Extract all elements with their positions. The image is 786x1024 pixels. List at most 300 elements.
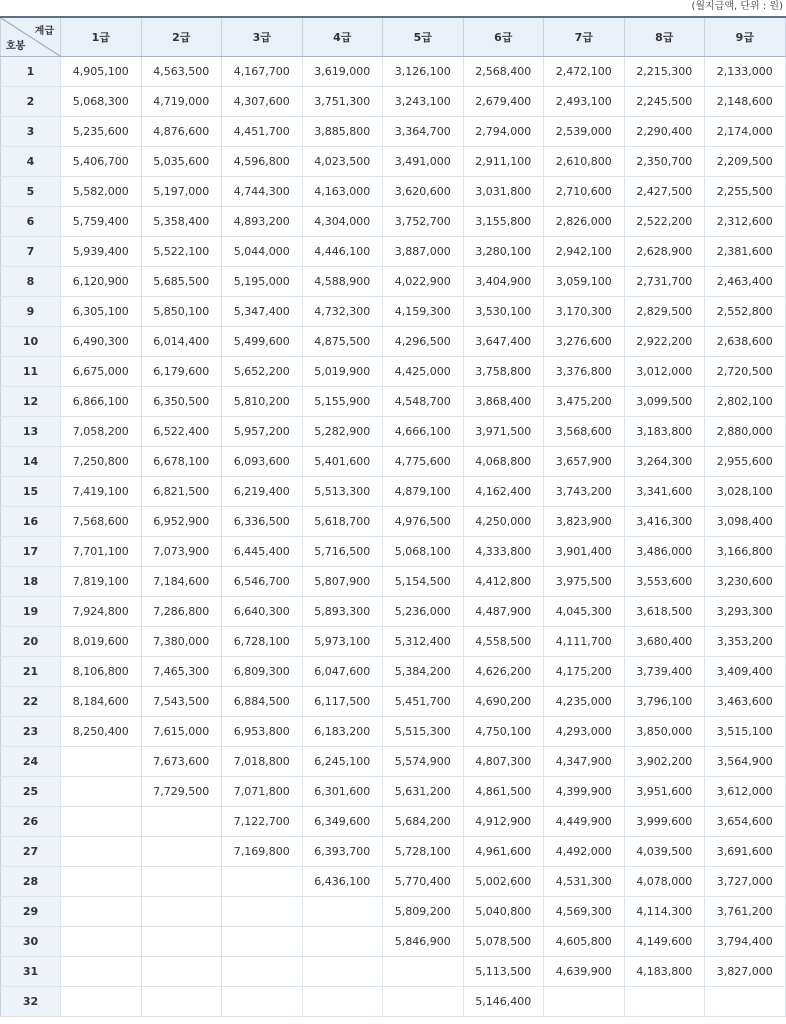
step-cell: 19: [1, 597, 61, 627]
salary-cell: 4,531,300: [544, 867, 625, 897]
step-cell: 30: [1, 927, 61, 957]
salary-cell: 3,280,100: [463, 237, 544, 267]
table-row: [1, 957, 786, 987]
step-cell: 5: [1, 177, 61, 207]
salary-cell: 7,615,000: [141, 717, 222, 747]
salary-cell: 2,568,400: [463, 57, 544, 87]
salary-cell: [141, 927, 222, 957]
salary-cell: 7,073,900: [141, 537, 222, 567]
salary-cell: 7,819,100: [61, 567, 142, 597]
salary-cell: 4,333,800: [463, 537, 544, 567]
salary-cell: 2,638,600: [705, 327, 786, 357]
salary-cell: 5,618,700: [302, 507, 383, 537]
salary-cell: 4,719,000: [141, 87, 222, 117]
salary-cell: 3,902,200: [624, 747, 705, 777]
salary-cell: 6,953,800: [222, 717, 303, 747]
salary-cell: 2,174,000: [705, 117, 786, 147]
salary-cell: 4,149,600: [624, 927, 705, 957]
salary-cell: 6,305,100: [61, 297, 142, 327]
salary-cell: [141, 957, 222, 987]
step-cell: 11: [1, 357, 61, 387]
salary-cell: 4,588,900: [302, 267, 383, 297]
salary-cell: 8,019,600: [61, 627, 142, 657]
salary-cell: 5,685,500: [141, 267, 222, 297]
salary-cell: 2,245,500: [624, 87, 705, 117]
salary-cell: 4,626,200: [463, 657, 544, 687]
step-cell: 2: [1, 87, 61, 117]
salary-cell: 8,184,600: [61, 687, 142, 717]
salary-cell: 3,739,400: [624, 657, 705, 687]
salary-cell: 5,236,000: [383, 597, 464, 627]
salary-cell: 4,159,300: [383, 297, 464, 327]
step-cell: 29: [1, 897, 61, 927]
salary-cell: 4,183,800: [624, 957, 705, 987]
salary-cell: 4,078,000: [624, 867, 705, 897]
salary-cell: 3,230,600: [705, 567, 786, 597]
salary-cell: 2,552,800: [705, 297, 786, 327]
grade-header: 1급: [61, 17, 142, 57]
salary-cell: 3,901,400: [544, 537, 625, 567]
salary-cell: 6,866,100: [61, 387, 142, 417]
salary-cell: 5,759,400: [61, 207, 142, 237]
step-cell: 16: [1, 507, 61, 537]
grade-header: 7급: [544, 17, 625, 57]
salary-cell: 2,955,600: [705, 447, 786, 477]
salary-cell: 6,952,900: [141, 507, 222, 537]
salary-cell: 4,451,700: [222, 117, 303, 147]
salary-cell: 2,472,100: [544, 57, 625, 87]
grade-header: 8급: [624, 17, 705, 57]
salary-cell: 6,728,100: [222, 627, 303, 657]
table-row: [1, 867, 786, 897]
salary-cell: 7,729,500: [141, 777, 222, 807]
salary-cell: 4,690,200: [463, 687, 544, 717]
salary-cell: 3,975,500: [544, 567, 625, 597]
salary-cell: 2,829,500: [624, 297, 705, 327]
salary-cell: 5,716,500: [302, 537, 383, 567]
salary-cell: 6,047,600: [302, 657, 383, 687]
salary-cell: 2,290,400: [624, 117, 705, 147]
salary-cell: 3,486,000: [624, 537, 705, 567]
salary-cell: 6,821,500: [141, 477, 222, 507]
salary-cell: 6,678,100: [141, 447, 222, 477]
salary-cell: 5,197,000: [141, 177, 222, 207]
salary-cell: [141, 837, 222, 867]
step-cell: 6: [1, 207, 61, 237]
salary-cell: 3,416,300: [624, 507, 705, 537]
salary-cell: [61, 747, 142, 777]
salary-cell: 3,155,800: [463, 207, 544, 237]
salary-cell: 6,809,300: [222, 657, 303, 687]
salary-cell: 3,463,600: [705, 687, 786, 717]
salary-cell: 7,071,800: [222, 777, 303, 807]
salary-cell: 6,117,500: [302, 687, 383, 717]
table-row: [1, 837, 786, 867]
salary-cell: [302, 897, 383, 927]
salary-cell: 5,078,500: [463, 927, 544, 957]
salary-cell: 3,618,500: [624, 597, 705, 627]
table-row: [1, 207, 786, 237]
salary-cell: 5,499,600: [222, 327, 303, 357]
salary-cell: 4,893,200: [222, 207, 303, 237]
salary-cell: 4,022,900: [383, 267, 464, 297]
table-row: [1, 927, 786, 957]
step-cell: 31: [1, 957, 61, 987]
table-row: [1, 747, 786, 777]
step-cell: 1: [1, 57, 61, 87]
salary-cell: 7,924,800: [61, 597, 142, 627]
salary-cell: 5,384,200: [383, 657, 464, 687]
unit-note: (월지급액, 단위 : 원): [691, 1, 783, 12]
salary-cell: 5,522,100: [141, 237, 222, 267]
salary-cell: 3,751,300: [302, 87, 383, 117]
salary-cell: 6,445,400: [222, 537, 303, 567]
salary-cell: 6,093,600: [222, 447, 303, 477]
table-row: [1, 447, 786, 477]
salary-cell: 6,120,900: [61, 267, 142, 297]
salary-cell: 6,350,500: [141, 387, 222, 417]
salary-cell: [302, 927, 383, 957]
salary-cell: 5,809,200: [383, 897, 464, 927]
grade-header: 4급: [302, 17, 383, 57]
salary-cell: 4,023,500: [302, 147, 383, 177]
table-row: [1, 537, 786, 567]
salary-cell: [302, 987, 383, 1017]
table-row: [1, 627, 786, 657]
salary-cell: 4,876,600: [141, 117, 222, 147]
salary-cell: 4,175,200: [544, 657, 625, 687]
step-cell: 15: [1, 477, 61, 507]
salary-cell: 4,666,100: [383, 417, 464, 447]
salary-cell: 3,276,600: [544, 327, 625, 357]
table-row: [1, 507, 786, 537]
table-body: [1, 57, 786, 1017]
salary-cell: 2,312,600: [705, 207, 786, 237]
salary-cell: 6,245,100: [302, 747, 383, 777]
salary-cell: 5,195,000: [222, 267, 303, 297]
salary-cell: 3,794,400: [705, 927, 786, 957]
step-cell: 27: [1, 837, 61, 867]
salary-cell: 7,018,800: [222, 747, 303, 777]
salary-cell: 2,350,700: [624, 147, 705, 177]
salary-cell: 3,727,000: [705, 867, 786, 897]
table-row: [1, 57, 786, 87]
salary-cell: 3,620,600: [383, 177, 464, 207]
step-cell: 18: [1, 567, 61, 597]
salary-cell: 8,250,400: [61, 717, 142, 747]
salary-cell: 4,558,500: [463, 627, 544, 657]
salary-cell: [61, 777, 142, 807]
table-row: [1, 567, 786, 597]
salary-cell: 3,887,000: [383, 237, 464, 267]
salary-cell: 3,475,200: [544, 387, 625, 417]
step-cell: 26: [1, 807, 61, 837]
salary-cell: 4,775,600: [383, 447, 464, 477]
salary-cell: 7,184,600: [141, 567, 222, 597]
salary-cell: 2,942,100: [544, 237, 625, 267]
salary-cell: 2,710,600: [544, 177, 625, 207]
salary-cell: 4,039,500: [624, 837, 705, 867]
salary-cell: 4,750,100: [463, 717, 544, 747]
salary-cell: 5,358,400: [141, 207, 222, 237]
table-row: [1, 477, 786, 507]
salary-cell: [141, 897, 222, 927]
salary-cell: [141, 987, 222, 1017]
salary-cell: 2,215,300: [624, 57, 705, 87]
salary-cell: 4,250,000: [463, 507, 544, 537]
salary-cell: 3,752,700: [383, 207, 464, 237]
salary-cell: 7,058,200: [61, 417, 142, 447]
salary-cell: 7,701,100: [61, 537, 142, 567]
salary-cell: 3,999,600: [624, 807, 705, 837]
salary-cell: 3,885,800: [302, 117, 383, 147]
salary-cell: 4,563,500: [141, 57, 222, 87]
salary-cell: 3,012,000: [624, 357, 705, 387]
salary-cell: 3,059,100: [544, 267, 625, 297]
salary-cell: 5,957,200: [222, 417, 303, 447]
table-row: [1, 267, 786, 297]
salary-cell: 3,530,100: [463, 297, 544, 327]
salary-cell: 6,393,700: [302, 837, 383, 867]
salary-cell: 3,376,800: [544, 357, 625, 387]
salary-cell: 4,068,800: [463, 447, 544, 477]
step-cell: 4: [1, 147, 61, 177]
salary-cell: 8,106,800: [61, 657, 142, 687]
salary-cell: 3,680,400: [624, 627, 705, 657]
salary-cell: 4,861,500: [463, 777, 544, 807]
salary-cell: [705, 987, 786, 1017]
salary-cell: 2,255,500: [705, 177, 786, 207]
salary-cell: 5,401,600: [302, 447, 383, 477]
salary-cell: 3,619,000: [302, 57, 383, 87]
table-row: [1, 717, 786, 747]
salary-cell: 3,409,400: [705, 657, 786, 687]
salary-cell: 2,539,000: [544, 117, 625, 147]
salary-cell: 6,219,400: [222, 477, 303, 507]
step-cell: 13: [1, 417, 61, 447]
salary-cell: 6,436,100: [302, 867, 383, 897]
salary-cell: 5,939,400: [61, 237, 142, 267]
salary-cell: 4,487,900: [463, 597, 544, 627]
grade-header: 2급: [141, 17, 222, 57]
salary-cell: 2,794,000: [463, 117, 544, 147]
salary-cell: [61, 927, 142, 957]
salary-cell: 4,605,800: [544, 927, 625, 957]
salary-cell: 4,807,300: [463, 747, 544, 777]
salary-cell: 4,399,900: [544, 777, 625, 807]
salary-cell: 4,293,000: [544, 717, 625, 747]
salary-cell: 3,098,400: [705, 507, 786, 537]
salary-cell: 4,045,300: [544, 597, 625, 627]
salary-cell: 4,732,300: [302, 297, 383, 327]
salary-cell: 7,250,800: [61, 447, 142, 477]
salary-cell: 5,631,200: [383, 777, 464, 807]
salary-cell: 2,628,900: [624, 237, 705, 267]
salary-cell: 5,035,600: [141, 147, 222, 177]
salary-cell: 5,068,300: [61, 87, 142, 117]
table-row: [1, 237, 786, 267]
salary-cell: 3,166,800: [705, 537, 786, 567]
salary-cell: 2,720,500: [705, 357, 786, 387]
salary-cell: 6,640,300: [222, 597, 303, 627]
grade-header: 3급: [222, 17, 303, 57]
salary-cell: 3,647,400: [463, 327, 544, 357]
salary-cell: 3,657,900: [544, 447, 625, 477]
salary-cell: 7,568,600: [61, 507, 142, 537]
salary-cell: 5,728,100: [383, 837, 464, 867]
salary-cell: [141, 807, 222, 837]
grade-header: 9급: [705, 17, 786, 57]
salary-cell: [141, 867, 222, 897]
salary-cell: 5,684,200: [383, 807, 464, 837]
table-row: [1, 327, 786, 357]
salary-cell: 3,796,100: [624, 687, 705, 717]
salary-cell: 3,868,400: [463, 387, 544, 417]
salary-cell: 5,282,900: [302, 417, 383, 447]
salary-cell: [222, 927, 303, 957]
step-cell: 9: [1, 297, 61, 327]
salary-cell: 7,380,000: [141, 627, 222, 657]
table-row: [1, 87, 786, 117]
salary-cell: [302, 957, 383, 987]
salary-cell: 3,612,000: [705, 777, 786, 807]
salary-cell: 7,169,800: [222, 837, 303, 867]
salary-cell: 2,911,100: [463, 147, 544, 177]
salary-cell: 7,543,500: [141, 687, 222, 717]
salary-cell: 7,465,300: [141, 657, 222, 687]
salary-cell: 6,301,600: [302, 777, 383, 807]
salary-cell: 2,493,100: [544, 87, 625, 117]
salary-cell: 3,568,600: [544, 417, 625, 447]
step-cell: 3: [1, 117, 61, 147]
salary-cell: 3,364,700: [383, 117, 464, 147]
salary-cell: 5,574,900: [383, 747, 464, 777]
salary-cell: 3,564,900: [705, 747, 786, 777]
salary-cell: 6,546,700: [222, 567, 303, 597]
salary-cell: 4,548,700: [383, 387, 464, 417]
salary-cell: 5,893,300: [302, 597, 383, 627]
salary-cell: 4,412,800: [463, 567, 544, 597]
salary-cell: 5,582,000: [61, 177, 142, 207]
salary-cell: 2,381,600: [705, 237, 786, 267]
header-row: [1, 17, 786, 57]
step-cell: 24: [1, 747, 61, 777]
salary-cell: 6,884,500: [222, 687, 303, 717]
table-row: [1, 807, 786, 837]
salary-cell: 2,802,100: [705, 387, 786, 417]
salary-cell: 4,111,700: [544, 627, 625, 657]
salary-cell: 5,652,200: [222, 357, 303, 387]
salary-cell: 2,679,400: [463, 87, 544, 117]
salary-cell: 4,347,900: [544, 747, 625, 777]
salary-cell: [383, 987, 464, 1017]
salary-cell: 4,304,000: [302, 207, 383, 237]
salary-cell: 4,492,000: [544, 837, 625, 867]
table-row: [1, 657, 786, 687]
salary-cell: 5,002,600: [463, 867, 544, 897]
salary-cell: 6,014,400: [141, 327, 222, 357]
salary-cell: 7,286,800: [141, 597, 222, 627]
step-cell: 28: [1, 867, 61, 897]
salary-cell: 5,347,400: [222, 297, 303, 327]
salary-cell: 3,515,100: [705, 717, 786, 747]
salary-cell: 3,353,200: [705, 627, 786, 657]
salary-cell: [544, 987, 625, 1017]
step-cell: 25: [1, 777, 61, 807]
salary-cell: 4,114,300: [624, 897, 705, 927]
grade-axis-label: 계급: [34, 26, 54, 37]
salary-cell: 3,743,200: [544, 477, 625, 507]
step-cell: 10: [1, 327, 61, 357]
grade-header: 5급: [383, 17, 464, 57]
salary-cell: 3,183,800: [624, 417, 705, 447]
salary-cell: 2,133,000: [705, 57, 786, 87]
salary-cell: 4,596,800: [222, 147, 303, 177]
salary-cell: 2,880,000: [705, 417, 786, 447]
salary-cell: 6,349,600: [302, 807, 383, 837]
step-axis-label: 호봉: [6, 41, 26, 52]
salary-cell: 6,336,500: [222, 507, 303, 537]
salary-cell: 3,031,800: [463, 177, 544, 207]
salary-cell: 4,879,100: [383, 477, 464, 507]
table-row: [1, 147, 786, 177]
salary-cell: 3,654,600: [705, 807, 786, 837]
salary-cell: 4,449,900: [544, 807, 625, 837]
salary-cell: 4,296,500: [383, 327, 464, 357]
salary-cell: 5,040,800: [463, 897, 544, 927]
salary-cell: 3,761,200: [705, 897, 786, 927]
step-cell: 32: [1, 987, 61, 1017]
salary-cell: 5,312,400: [383, 627, 464, 657]
salary-cell: 3,404,900: [463, 267, 544, 297]
salary-cell: 5,155,900: [302, 387, 383, 417]
salary-cell: [624, 987, 705, 1017]
salary-cell: 3,553,600: [624, 567, 705, 597]
table-row: [1, 597, 786, 627]
salary-cell: 2,610,800: [544, 147, 625, 177]
salary-cell: 2,427,500: [624, 177, 705, 207]
salary-cell: [61, 987, 142, 1017]
salary-cell: 6,179,600: [141, 357, 222, 387]
salary-cell: 5,451,700: [383, 687, 464, 717]
salary-cell: 2,826,000: [544, 207, 625, 237]
salary-cell: 3,951,600: [624, 777, 705, 807]
table-row: [1, 297, 786, 327]
step-cell: 22: [1, 687, 61, 717]
salary-cell: 5,146,400: [463, 987, 544, 1017]
salary-cell: 5,513,300: [302, 477, 383, 507]
table-row: [1, 177, 786, 207]
corner-header: [1, 17, 61, 57]
salary-cell: 5,973,100: [302, 627, 383, 657]
salary-cell: 4,167,700: [222, 57, 303, 87]
salary-cell: 5,807,900: [302, 567, 383, 597]
table-row: [1, 777, 786, 807]
grade-header: 6급: [463, 17, 544, 57]
step-cell: 7: [1, 237, 61, 267]
salary-cell: 5,068,100: [383, 537, 464, 567]
salary-cell: 4,875,500: [302, 327, 383, 357]
salary-cell: 7,419,100: [61, 477, 142, 507]
salary-cell: 2,522,200: [624, 207, 705, 237]
step-cell: 20: [1, 627, 61, 657]
salary-cell: 4,744,300: [222, 177, 303, 207]
salary-cell: 3,099,500: [624, 387, 705, 417]
salary-cell: 3,691,600: [705, 837, 786, 867]
table-row: [1, 897, 786, 927]
salary-cell: 4,425,000: [383, 357, 464, 387]
salary-cell: [222, 897, 303, 927]
